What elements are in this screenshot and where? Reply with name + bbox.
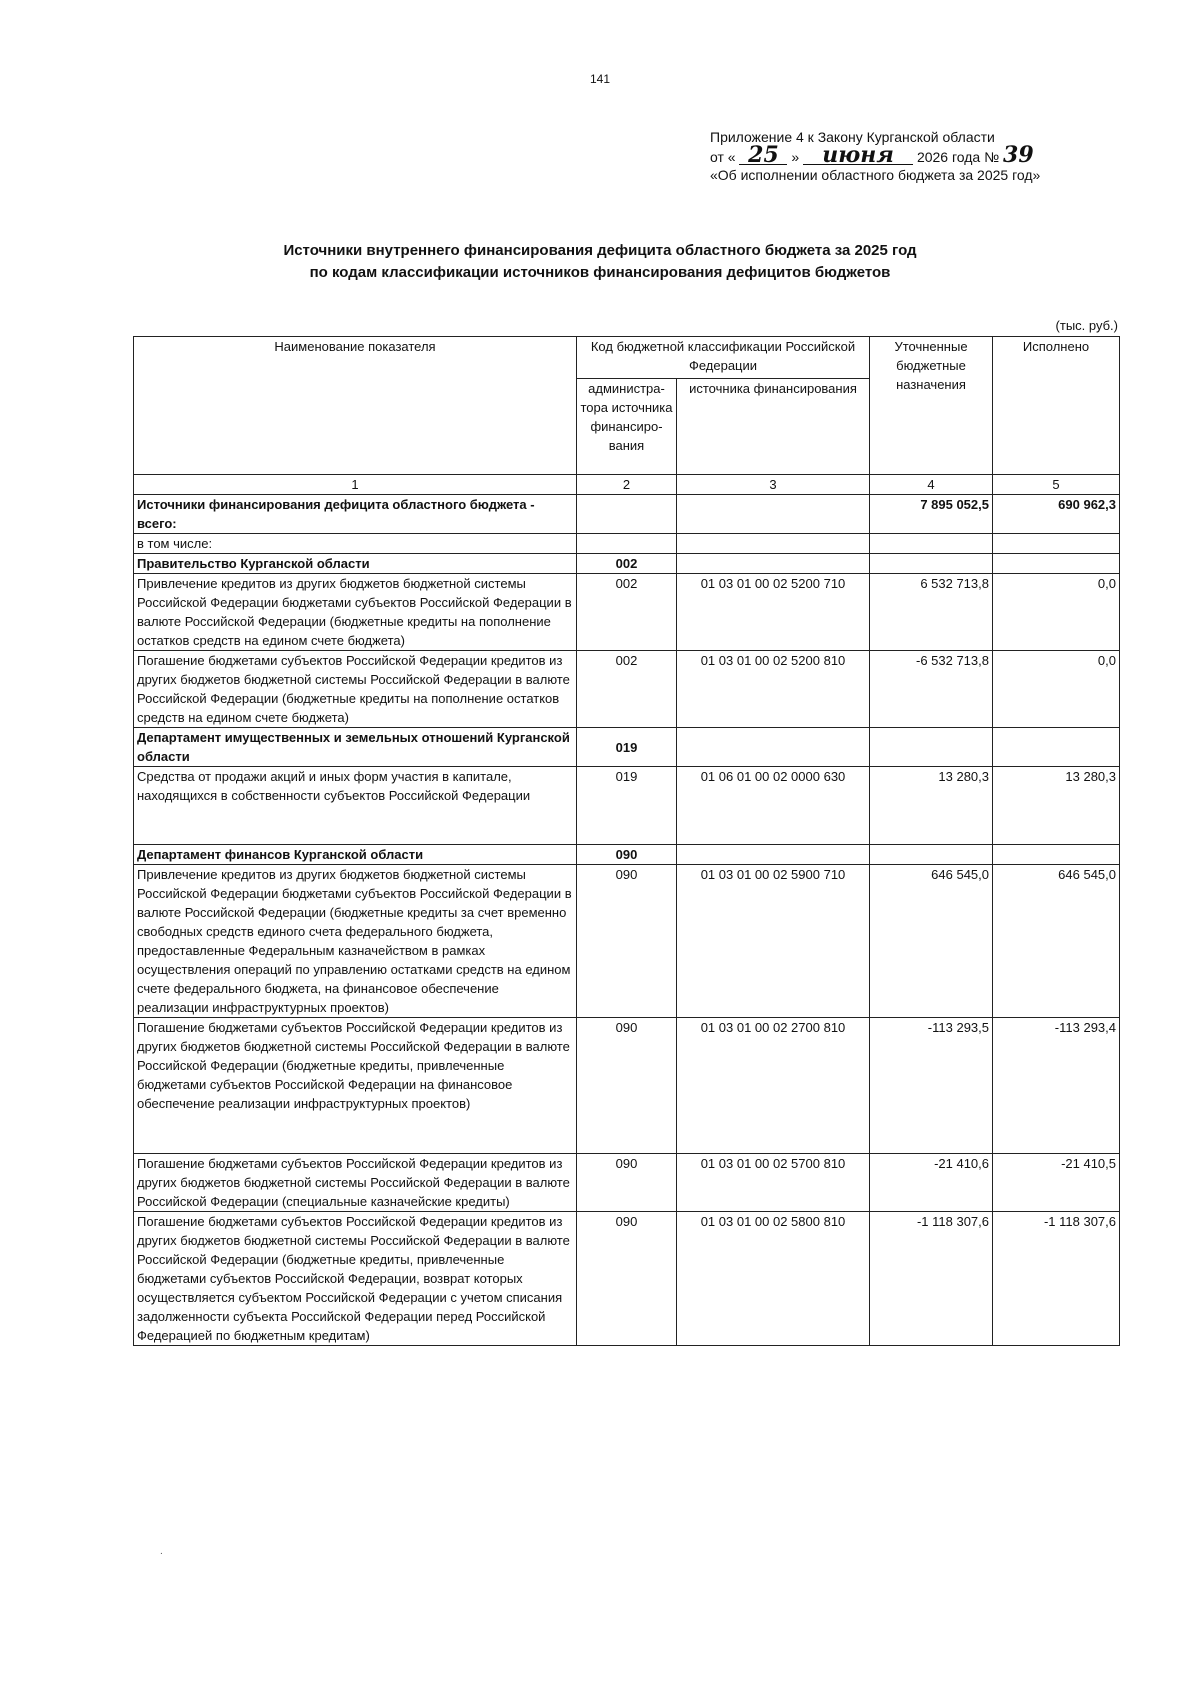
col-number-1: 1 [134,475,577,495]
page-number: 141 [589,72,611,86]
annex-line-1: Приложение 4 к Закону Курганской области [710,129,995,145]
row-planned [870,845,993,865]
row-name: в том числе: [134,534,577,554]
row-name: Департамент финансов Курганской области [134,845,577,865]
row-planned [870,554,993,574]
row-executed: 690 962,3 [993,495,1120,534]
row-executed [993,845,1120,865]
row-executed: 0,0 [993,651,1120,728]
row-planned: -113 293,5 [870,1018,993,1154]
col-number-3: 3 [677,475,870,495]
row-executed: 646 545,0 [993,865,1120,1018]
row-admin-code: 002 [577,554,677,574]
header-code-group: Код бюджетной классификации Российской Федерации [577,337,870,379]
row-name: Привлечение кредитов из других бюджетов бюджетной системы Российской Федерации бюджетами субъектов Российской Федерации в валюте Российской Федерации (бюджетные кредиты на пополнение остатков средств на едином счете бюджета) [134,574,577,651]
financing-sources-table [133,336,1120,1346]
row-executed: 13 280,3 [993,767,1120,845]
col-number-5: 5 [993,475,1120,495]
row-admin-code: 002 [577,651,677,728]
units-label: (тыс. руб.) [1055,318,1118,333]
handwritten-month: июня [803,146,913,165]
row-source-code [677,495,870,534]
handwritten-law-number: 39 [1003,142,1034,168]
row-admin-code: 090 [577,1212,677,1346]
row-admin-code: 019 [577,728,677,767]
row-source-code: 01 03 01 00 02 5200 710 [677,574,870,651]
table-row [134,767,1120,845]
table-row-including [134,534,1120,554]
table-row-group-government [134,554,1120,574]
row-admin-code: 090 [577,865,677,1018]
table-row [134,651,1120,728]
row-executed: -113 293,4 [993,1018,1120,1154]
row-name: Погашение бюджетами субъектов Российской Федерации кредитов из других бюджетов бюджетной системы Российской Федерации в валюте Российской Федерации (бюджетные кредиты, привлеченные бюджетами субъектов Российской Федерации на финансовое обеспечение реализации инфраструктурных проектов) [134,1018,577,1154]
row-source-code: 01 03 01 00 02 2700 810 [677,1018,870,1154]
row-planned: -6 532 713,8 [870,651,993,728]
row-planned [870,728,993,767]
row-source-code: 01 03 01 00 02 5800 810 [677,1212,870,1346]
title-line-1: Источники внутреннего финансирования дефицита областного бюджета за 2025 год [283,242,917,259]
col-number-2: 2 [577,475,677,495]
row-admin-code [577,495,677,534]
table-row [134,865,1120,1018]
col-number-4: 4 [870,475,993,495]
annex-line-2 [710,142,1043,168]
table-header [134,337,1120,495]
row-source-code: 01 03 01 00 02 5700 810 [677,1154,870,1212]
row-planned: 646 545,0 [870,865,993,1018]
footer-mark: . [160,1546,163,1557]
table-row [134,1154,1120,1212]
row-admin-code: 090 [577,1154,677,1212]
table-row-group-property-dept [134,728,1120,767]
document-title [0,240,1200,284]
row-executed: 0,0 [993,574,1120,651]
header-executed: Исполнено [993,337,1120,475]
table-row-total [134,495,1120,534]
row-source-code: 01 06 01 00 02 0000 630 [677,767,870,845]
title-line-2: по кодам классификации источников финансирования дефицитов бюджетов [309,264,891,281]
row-source-code [677,534,870,554]
row-planned: -1 118 307,6 [870,1212,993,1346]
annex-from-prefix: от « [710,149,736,165]
row-admin-code: 090 [577,845,677,865]
row-planned [870,534,993,554]
row-source-code: 01 03 01 00 02 5900 710 [677,865,870,1018]
row-executed [993,728,1120,767]
row-name: Погашение бюджетами субъектов Российской Федерации кредитов из других бюджетов бюджетной системы Российской Федерации в валюте Российской Федерации (специальные казначейские кредиты) [134,1154,577,1212]
annex-line-3: «Об исполнении областного бюджета за 2025 год» [710,167,1041,183]
row-executed [993,534,1120,554]
row-admin-code: 019 [577,767,677,845]
row-source-code [677,728,870,767]
table-row-group-finance-dept [134,845,1120,865]
row-admin-code: 090 [577,1018,677,1154]
header-name: Наименование показателя [134,337,577,475]
row-name: Погашение бюджетами субъектов Российской Федерации кредитов из других бюджетов бюджетной системы Российской Федерации в валюте Российской Федерации (бюджетные кредиты на пополнение остатков средств на едином счете бюджета) [134,651,577,728]
header-admin: администра-тора источника финансиро-вания [577,379,677,475]
table-row [134,574,1120,651]
row-planned: 6 532 713,8 [870,574,993,651]
row-planned: -21 410,6 [870,1154,993,1212]
row-planned: 13 280,3 [870,767,993,845]
row-executed: -21 410,5 [993,1154,1120,1212]
row-planned: 7 895 052,5 [870,495,993,534]
row-source-code: 01 03 01 00 02 5200 810 [677,651,870,728]
header-source: источника финансирования [677,379,870,475]
row-name: Источники финансирования дефицита областного бюджета - всего: [134,495,577,534]
row-executed [993,554,1120,574]
row-name: Погашение бюджетами субъектов Российской Федерации кредитов из других бюджетов бюджетной системы Российской Федерации в валюте Российской Федерации (бюджетные кредиты, привлеченные бюджетами субъектов Российской Федерации, возврат которых осуществляется субъектом Российской Федерации с учетом списания задолженности субъекта Российской Федерации перед Российской Федерацией по бюджетным кредитам) [134,1212,577,1346]
annex-header [710,128,1043,184]
row-executed: -1 118 307,6 [993,1212,1120,1346]
row-admin-code [577,534,677,554]
row-name: Правительство Курганской области [134,554,577,574]
header-planned: Уточненные бюджетные назначения [870,337,993,475]
annex-year-text: 2026 года № [916,149,1000,165]
annex-date-sep: » [791,149,800,165]
row-name: Департамент имущественных и земельных отношений Курганской области [134,728,577,767]
row-source-code [677,845,870,865]
table-row [134,1018,1120,1154]
table-body [134,495,1120,1346]
row-name: Средства от продажи акций и иных форм участия в капитале, находящихся в собственности субъектов Российской Федерации [134,767,577,845]
row-admin-code: 002 [577,574,677,651]
row-source-code [677,554,870,574]
table-row [134,1212,1120,1346]
row-name: Привлечение кредитов из других бюджетов бюджетной системы Российской Федерации бюджетами субъектов Российской Федерации в валюте Российской Федерации (бюджетные кредиты за счет временно свободных средств единого счета федерального бюджета, предоставленные Федеральным казначейством в рамках осуществления операций по управлению остатками средств на едином счете федерального бюджета, на финансовое обеспечение реализации инфраструктурных проектов) [134,865,577,1018]
handwritten-day: 25 [739,146,787,165]
